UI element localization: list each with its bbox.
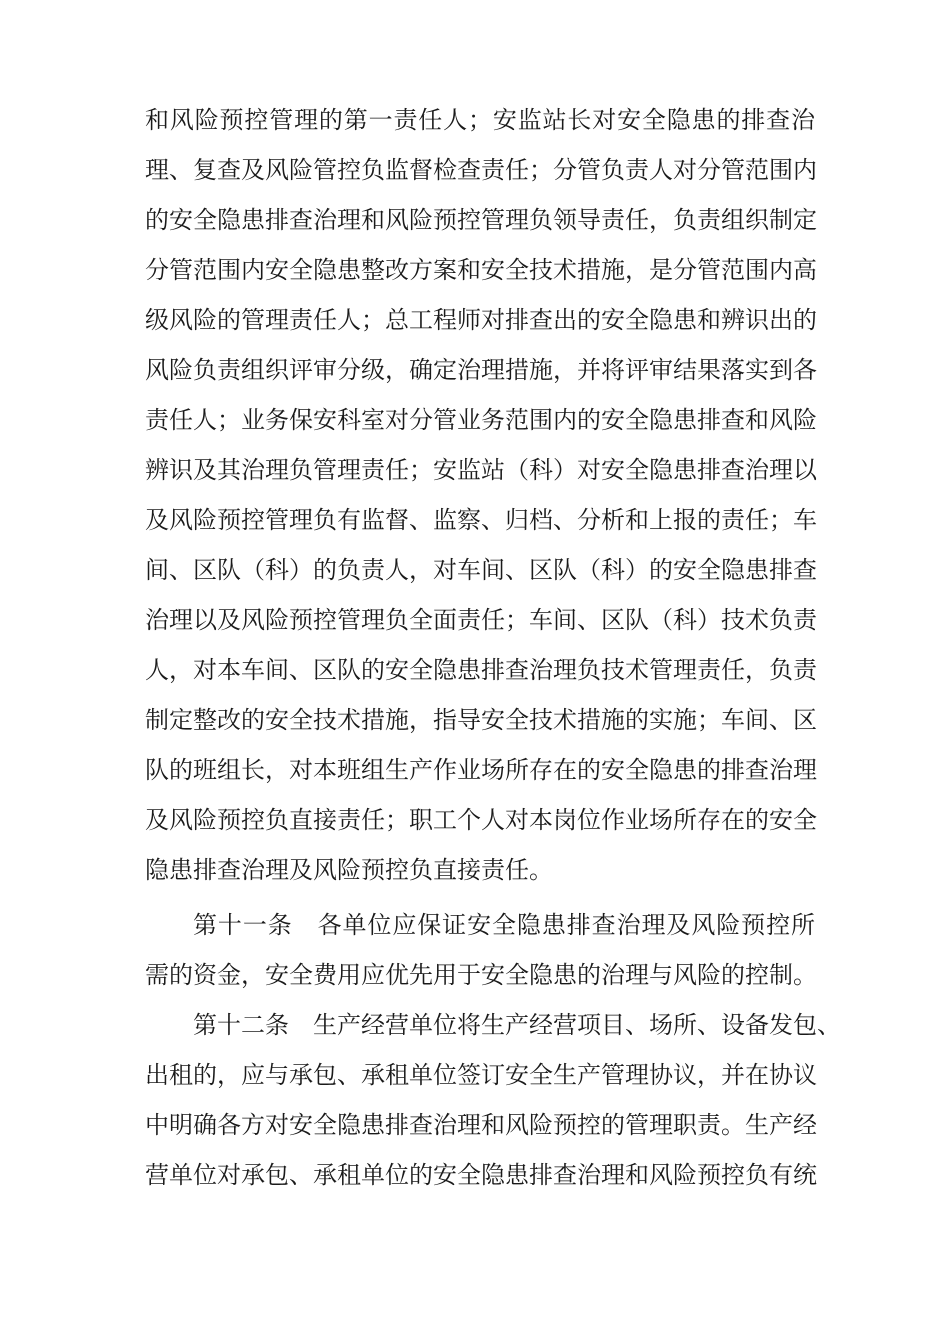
text-line: 理、复查及风险管控负监督检查责任；分管负责人对分管范围内 bbox=[145, 156, 817, 184]
text-line: 中明确各方对安全隐患排查治理和风险预控的管理职责。生产经 bbox=[145, 1111, 817, 1139]
text-line: 隐患排查治理及风险预控负直接责任。 bbox=[145, 856, 553, 884]
text-line: 出租的，应与承包、承租单位签订安全生产管理协议，并在协议 bbox=[145, 1061, 817, 1089]
text-line: 制定整改的安全技术措施，指导安全技术措施的实施；车间、区 bbox=[145, 706, 817, 734]
text-line: 需的资金，安全费用应优先用于安全隐患的治理与风险的控制。 bbox=[145, 961, 817, 989]
text-line: 队的班组长，对本班组生产作业场所存在的安全隐患的排查治理 bbox=[145, 756, 817, 784]
text-line: 和风险预控管理的第一责任人；安监站长对安全隐患的排查治 bbox=[145, 106, 815, 134]
text-line: 责任人；业务保安科室对分管业务范围内的安全隐患排查和风险 bbox=[145, 406, 817, 434]
text-line: 分管范围内安全隐患整改方案和安全技术措施，是分管范围内高 bbox=[145, 256, 817, 284]
text-line: 风险负责组织评审分级，确定治理措施，并将评审结果落实到各 bbox=[145, 356, 817, 384]
text-line: 间、区队（科）的负责人，对车间、区队（科）的安全隐患排查 bbox=[145, 556, 817, 584]
text-line: 辨识及其治理负管理责任；安监站（科）对安全隐患排查治理以 bbox=[145, 456, 817, 484]
text-line: 人，对本车间、区队的安全隐患排查治理负技术管理责任，负责 bbox=[145, 656, 817, 684]
text-line: 治理以及风险预控管理负全面责任；车间、区队（科）技术负责 bbox=[145, 606, 817, 634]
text-line: 的安全隐患排查治理和风险预控管理负领导责任，负责组织制定 bbox=[145, 206, 817, 234]
text-line: 级风险的管理责任人；总工程师对排查出的安全隐患和辨识出的 bbox=[145, 306, 817, 334]
article-11-line: 第十一条 各单位应保证安全隐患排查治理及风险预控所 bbox=[193, 911, 815, 939]
article-12-line: 第十二条 生产经营单位将生产经营项目、场所、设备发包、 bbox=[193, 1011, 841, 1039]
text-line: 及风险预控管理负有监督、监察、归档、分析和上报的责任；车 bbox=[145, 506, 817, 534]
text-line: 及风险预控负直接责任；职工个人对本岗位作业场所存在的安全 bbox=[145, 806, 817, 834]
text-line: 营单位对承包、承租单位的安全隐患排查治理和风险预控负有统 bbox=[145, 1161, 817, 1189]
